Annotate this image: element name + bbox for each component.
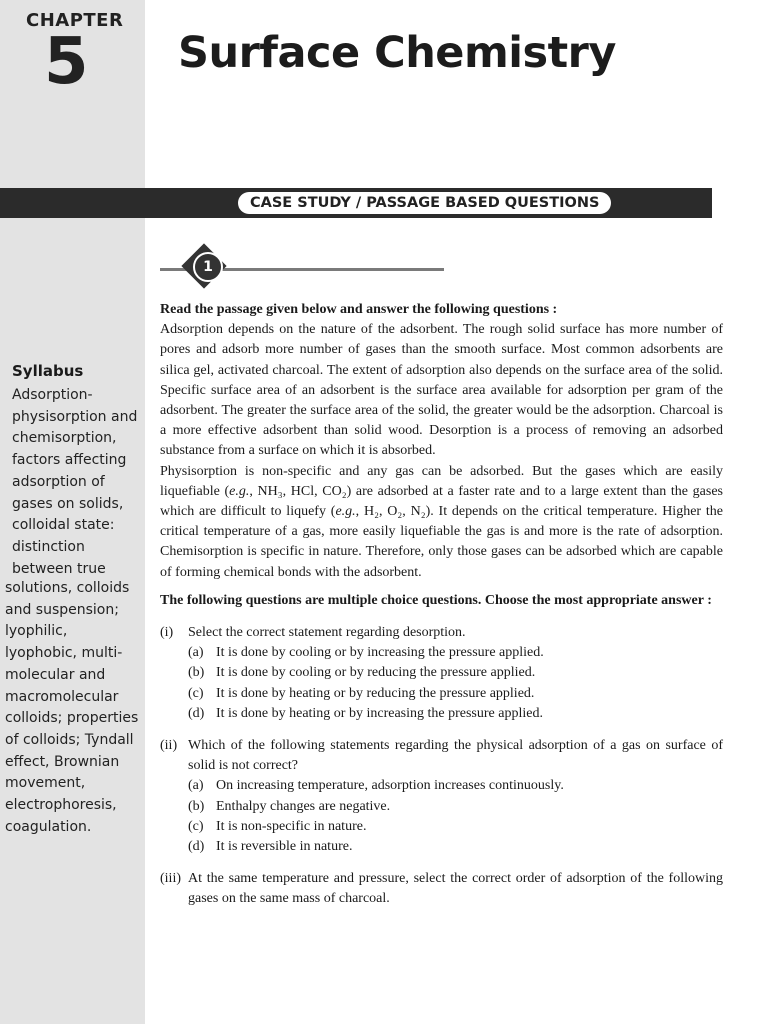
option-text: It is done by cooling or by increasing the pressure applied.	[216, 645, 544, 661]
question-3	[160, 869, 723, 909]
chapter-label: CHAPTER	[26, 10, 124, 31]
syllabus-text-part1: Adsorption-physisorption and chemisorption, factors affecting adsorption of gases on solids, colloidal state: distinction between true	[12, 387, 138, 577]
option-label: (d)	[188, 705, 205, 721]
option-text: It is done by cooling or by reducing the pressure applied.	[216, 665, 536, 681]
page-title: Surface Chemistry	[178, 28, 616, 78]
passage-p2-eg-2: e.g.	[335, 504, 356, 520]
option-label: (c)	[188, 685, 204, 701]
passage-p2-text-2: ) are adsorbed at a faster rate and to a large extent than the gases which are difficult to liquefy (	[160, 483, 723, 520]
mcq-instruction: The following questions are multiple choice questions. Choose the most appropriate answer :	[160, 592, 712, 608]
passage-p2-list-1: , NH₃, HCl, CO₂	[249, 483, 347, 499]
option-text: It is done by heating or by reducing the pressure applied.	[216, 685, 535, 701]
passage-p2-eg-1: e.g.	[229, 483, 250, 499]
passage-p2-text-3: ). It depends on the critical temperature. Higher the critical temperature of a gas, more easily liquefiable the gas is and more is the rate of adsorption. Chemisorption is specific in nature. Therefore, only those gases can be adsorbed which are capable of forming chemical bonds with the adsorbent.	[160, 504, 723, 580]
passage-p2-list-2: , H₂, O₂, N₂	[355, 504, 426, 520]
question-1	[160, 623, 723, 724]
question-number: (i)	[160, 625, 174, 641]
passage-paragraph-2	[160, 462, 723, 583]
option	[160, 663, 723, 683]
option-text: It is non-specific in nature.	[216, 818, 367, 834]
passage-instruction: Read the passage given below and answer the following questions :	[160, 302, 558, 317]
option	[160, 776, 723, 796]
chapter-number: 5	[44, 25, 89, 99]
question-text: At the same temperature and pressure, select the correct order of adsorption of the following gases on the same mass of charcoal.	[188, 871, 723, 907]
question-2	[160, 736, 723, 857]
question-text: Which of the following statements regarding the physical adsorption of a gas on surface of solid is not correct?	[188, 738, 723, 774]
option-text: It is reversible in nature.	[216, 839, 353, 855]
option-label: (b)	[188, 665, 205, 681]
passage-paragraph-1: Adsorption depends on the nature of the adsorbent. The rough solid surface has more number of pores and adsorb more number of gases than the smooth surface. Most common adsorbents are silica gel, activated charcoal. The extent of adsorption also depends on the surface area of the solid. Specific surface area of an adsorbent is the surface area available for adsorption per gram of the adsorbent. The greater the surface area of the solid, the greater would be the adsorption. Charcoal is a more effective adsorbent than solid wood. Desorption is a process of removing an adsorbed substance from a surface on which it is absorbed.	[160, 322, 723, 459]
option-label: (b)	[188, 798, 205, 814]
option-text: It is done by heating or by increasing the pressure applied.	[216, 705, 543, 721]
option	[160, 684, 723, 704]
option-label: (a)	[188, 645, 204, 661]
option	[160, 817, 723, 837]
option	[160, 643, 723, 663]
question-text: Select the correct statement regarding desorption.	[188, 625, 466, 641]
case-number-badge: 1	[193, 252, 223, 282]
option-text: Enthalpy changes are negative.	[216, 798, 391, 814]
question-number: (iii)	[160, 871, 181, 887]
option	[160, 837, 723, 857]
option-label: (d)	[188, 839, 205, 855]
option	[160, 704, 723, 724]
syllabus-heading: Syllabus	[12, 362, 84, 380]
option-text: On increasing temperature, adsorption increases continuously.	[216, 778, 564, 794]
option	[160, 797, 723, 817]
question-number: (ii)	[160, 738, 178, 754]
option-label: (a)	[188, 778, 204, 794]
syllabus-text-part2: solutions, colloids and suspension; lyophilic, lyophobic, multi-molecular and macromolecular colloids; properties of colloids; Tyndall effect, Brownian movement, electrophoresis, coagulation.	[5, 580, 139, 835]
option-label: (c)	[188, 818, 204, 834]
passage-p2-text-1: Physisorption is non-specific and any gas can be adsorbed. But the gases which are easily liquefiable (	[160, 463, 723, 499]
case-study-banner: CASE STUDY / PASSAGE BASED QUESTIONS	[238, 192, 611, 214]
main-content	[160, 300, 723, 910]
